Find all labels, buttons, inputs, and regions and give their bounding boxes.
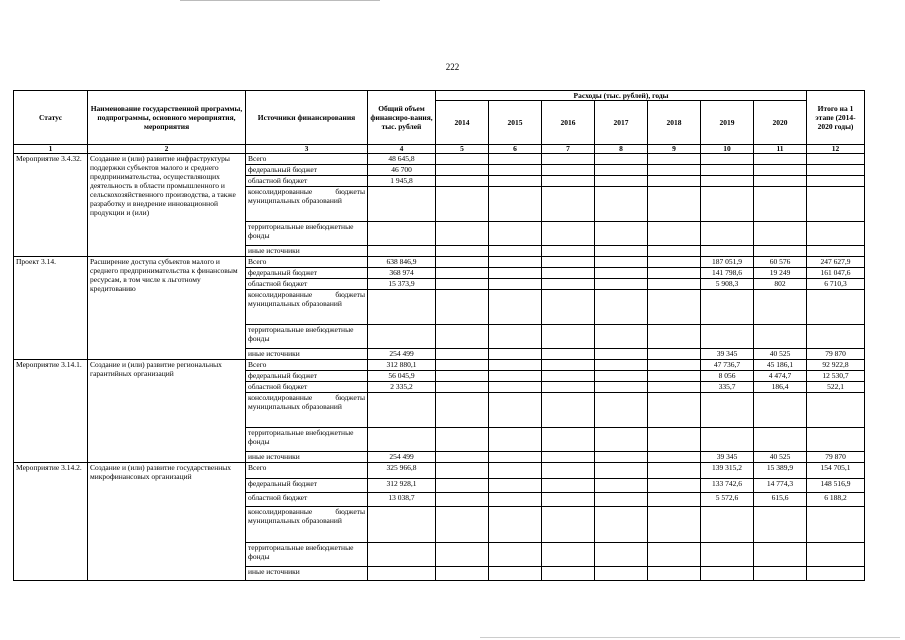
column-number-row: [14, 145, 865, 154]
year-cell: [436, 349, 489, 360]
year-2020-cell: 60 576: [754, 257, 807, 268]
year-cell: [436, 360, 489, 371]
year-cell: [489, 325, 542, 349]
year-2019-cell: [701, 567, 754, 581]
year-cell: [595, 176, 648, 187]
source-cell: областной бюджет: [246, 279, 368, 290]
scan-edge-line: [480, 637, 900, 638]
itog-cell: [807, 187, 865, 222]
header-year: 2018: [648, 101, 701, 145]
year-2020-cell: [754, 543, 807, 567]
year-2020-cell: [754, 428, 807, 452]
total-cell: 312 880,1: [368, 360, 436, 371]
year-2020-cell: [754, 154, 807, 165]
year-cell: [542, 268, 595, 279]
total-cell: 312 928,1: [368, 479, 436, 493]
header-sources: Источники финансирования: [246, 91, 368, 145]
source-cell: территориальные внебюджетные фонды: [246, 428, 368, 452]
itog-cell: 148 516,9: [807, 479, 865, 493]
year-2020-cell: 40 525: [754, 349, 807, 360]
year-2020-cell: [754, 393, 807, 428]
total-cell: [368, 246, 436, 257]
source-cell: федеральный бюджет: [246, 165, 368, 176]
year-cell: [489, 187, 542, 222]
year-2020-cell: 186,4: [754, 382, 807, 393]
itog-cell: [807, 246, 865, 257]
year-cell: [489, 154, 542, 165]
year-cell: [542, 371, 595, 382]
year-2020-cell: [754, 567, 807, 581]
source-cell: консолидированные бюджеты муниципальных образований: [246, 507, 368, 543]
total-cell: [368, 428, 436, 452]
year-cell: [436, 246, 489, 257]
column-number: 11: [754, 145, 807, 154]
year-cell: [595, 268, 648, 279]
year-cell: [489, 463, 542, 479]
year-2019-cell: [701, 290, 754, 325]
itog-cell: 522,1: [807, 382, 865, 393]
year-cell: [595, 567, 648, 581]
status-cell: Мероприятие 3.14.1.: [14, 360, 88, 463]
year-cell: [648, 246, 701, 257]
itog-cell: [807, 325, 865, 349]
total-cell: [368, 187, 436, 222]
year-cell: [648, 279, 701, 290]
year-cell: [648, 493, 701, 507]
year-2019-cell: 5 908,3: [701, 279, 754, 290]
year-2019-cell: 39 345: [701, 349, 754, 360]
year-cell: [489, 543, 542, 567]
year-cell: [542, 428, 595, 452]
source-cell: иные источники: [246, 349, 368, 360]
status-cell: Мероприятие 3.14.2.: [14, 463, 88, 581]
source-cell: иные источники: [246, 567, 368, 581]
year-cell: [542, 543, 595, 567]
header-total-volume: Общий объем финансиро-вания, тыс. рублей: [368, 91, 436, 145]
year-cell: [436, 493, 489, 507]
status-cell: Проект 3.14.: [14, 257, 88, 360]
year-2020-cell: 802: [754, 279, 807, 290]
year-cell: [648, 349, 701, 360]
year-cell: [436, 507, 489, 543]
year-cell: [436, 279, 489, 290]
year-cell: [595, 290, 648, 325]
header-year: 2015: [489, 101, 542, 145]
year-2020-cell: [754, 187, 807, 222]
year-cell: [489, 479, 542, 493]
year-2019-cell: [701, 428, 754, 452]
year-2019-cell: [701, 165, 754, 176]
column-number: 12: [807, 145, 865, 154]
year-cell: [489, 393, 542, 428]
year-cell: [489, 349, 542, 360]
total-cell: 638 846,9: [368, 257, 436, 268]
table-row: [14, 154, 865, 165]
itog-cell: 79 870: [807, 452, 865, 463]
year-cell: [542, 360, 595, 371]
year-cell: [542, 279, 595, 290]
year-2019-cell: 8 056: [701, 371, 754, 382]
year-cell: [595, 222, 648, 246]
year-cell: [542, 246, 595, 257]
header-year: 2016: [542, 101, 595, 145]
year-cell: [436, 154, 489, 165]
year-cell: [436, 176, 489, 187]
name-cell: Расширение доступа субъектов малого и среднего предпринимательства к финансовым ресурсам, в том числе к льготному кредитованию: [88, 257, 246, 360]
year-cell: [489, 290, 542, 325]
year-cell: [648, 325, 701, 349]
year-cell: [542, 452, 595, 463]
source-cell: территориальные внебюджетные фонды: [246, 222, 368, 246]
year-cell: [542, 493, 595, 507]
table-row: [14, 257, 865, 268]
itog-cell: 154 705,1: [807, 463, 865, 479]
column-number: 2: [88, 145, 246, 154]
year-2020-cell: 40 525: [754, 452, 807, 463]
page-number: 222: [445, 62, 460, 72]
status-cell: Мероприятие 3.4.32.: [14, 154, 88, 257]
scan-edge-line: [180, 0, 380, 1]
header-year: 2017: [595, 101, 648, 145]
budget-table: [13, 90, 865, 581]
year-cell: [542, 567, 595, 581]
column-number: 1: [14, 145, 88, 154]
year-2019-cell: 47 736,7: [701, 360, 754, 371]
year-cell: [489, 176, 542, 187]
header-expenses: Расходы (тыс. рублей), годы: [436, 91, 807, 101]
year-2019-cell: [701, 246, 754, 257]
year-2020-cell: 19 249: [754, 268, 807, 279]
year-cell: [436, 543, 489, 567]
year-cell: [648, 222, 701, 246]
year-cell: [489, 268, 542, 279]
itog-cell: [807, 428, 865, 452]
header-status: Статус: [14, 91, 88, 145]
year-2019-cell: 133 742,6: [701, 479, 754, 493]
total-cell: 46 700: [368, 165, 436, 176]
itog-cell: 247 627,9: [807, 257, 865, 268]
itog-cell: [807, 222, 865, 246]
itog-cell: 6 710,3: [807, 279, 865, 290]
itog-cell: 79 870: [807, 349, 865, 360]
year-2020-cell: [754, 246, 807, 257]
year-cell: [648, 290, 701, 325]
year-cell: [648, 165, 701, 176]
year-2019-cell: 5 572,6: [701, 493, 754, 507]
header-year: 2019: [701, 101, 754, 145]
year-cell: [595, 165, 648, 176]
year-cell: [436, 393, 489, 428]
source-cell: областной бюджет: [246, 176, 368, 187]
itog-cell: [807, 176, 865, 187]
year-cell: [542, 325, 595, 349]
year-2020-cell: [754, 507, 807, 543]
year-cell: [489, 567, 542, 581]
itog-cell: [807, 165, 865, 176]
source-cell: областной бюджет: [246, 382, 368, 393]
year-2020-cell: 4 474,7: [754, 371, 807, 382]
year-2019-cell: [701, 325, 754, 349]
year-cell: [648, 257, 701, 268]
total-cell: 325 966,8: [368, 463, 436, 479]
year-cell: [542, 349, 595, 360]
year-cell: [542, 507, 595, 543]
year-cell: [648, 452, 701, 463]
header-itog: Итого на 1 этапе (2014-2020 годы): [807, 91, 865, 145]
year-cell: [595, 187, 648, 222]
year-cell: [489, 246, 542, 257]
total-cell: 368 974: [368, 268, 436, 279]
column-number: 8: [595, 145, 648, 154]
source-cell: федеральный бюджет: [246, 268, 368, 279]
header-year: 2020: [754, 101, 807, 145]
year-cell: [542, 479, 595, 493]
year-2019-cell: [701, 543, 754, 567]
table-row: [14, 360, 865, 371]
total-cell: [368, 543, 436, 567]
year-cell: [436, 187, 489, 222]
table-row: [14, 463, 865, 479]
year-2019-cell: [701, 507, 754, 543]
year-2020-cell: [754, 165, 807, 176]
year-cell: [595, 154, 648, 165]
total-cell: 2 335,2: [368, 382, 436, 393]
source-cell: консолидированные бюджеты муниципальных образований: [246, 290, 368, 325]
year-cell: [489, 428, 542, 452]
year-cell: [436, 268, 489, 279]
source-cell: областной бюджет: [246, 493, 368, 507]
year-cell: [595, 493, 648, 507]
total-cell: 1 945,8: [368, 176, 436, 187]
column-number: 3: [246, 145, 368, 154]
year-2019-cell: [701, 393, 754, 428]
year-2020-cell: [754, 222, 807, 246]
year-cell: [648, 543, 701, 567]
year-2019-cell: [701, 176, 754, 187]
year-cell: [436, 371, 489, 382]
year-cell: [648, 176, 701, 187]
source-cell: территориальные внебюджетные фонды: [246, 543, 368, 567]
year-cell: [436, 290, 489, 325]
year-cell: [436, 567, 489, 581]
total-cell: 254 499: [368, 349, 436, 360]
year-cell: [436, 428, 489, 452]
year-cell: [595, 382, 648, 393]
year-cell: [542, 382, 595, 393]
year-cell: [489, 360, 542, 371]
year-cell: [595, 371, 648, 382]
total-cell: [368, 507, 436, 543]
year-cell: [648, 360, 701, 371]
itog-cell: 12 530,7: [807, 371, 865, 382]
total-cell: [368, 290, 436, 325]
year-cell: [648, 393, 701, 428]
year-cell: [648, 154, 701, 165]
year-cell: [489, 222, 542, 246]
total-cell: 13 038,7: [368, 493, 436, 507]
total-cell: [368, 393, 436, 428]
year-cell: [489, 165, 542, 176]
total-cell: [368, 222, 436, 246]
year-cell: [648, 463, 701, 479]
year-cell: [648, 187, 701, 222]
year-cell: [595, 543, 648, 567]
year-cell: [595, 279, 648, 290]
column-number: 4: [368, 145, 436, 154]
itog-cell: [807, 543, 865, 567]
header-name: Наименование государственной программы, подпрограммы, основного мероприятия, мероприятия: [88, 91, 246, 145]
source-cell: Всего: [246, 257, 368, 268]
name-cell: Создание и (или) развитие региональных гарантийных организаций: [88, 360, 246, 463]
year-cell: [595, 246, 648, 257]
year-cell: [542, 257, 595, 268]
year-cell: [648, 567, 701, 581]
itog-cell: [807, 567, 865, 581]
year-cell: [436, 382, 489, 393]
itog-cell: [807, 154, 865, 165]
year-cell: [595, 325, 648, 349]
year-cell: [489, 507, 542, 543]
year-2020-cell: 615,6: [754, 493, 807, 507]
source-cell: территориальные внебюджетные фонды: [246, 325, 368, 349]
year-2019-cell: 139 315,2: [701, 463, 754, 479]
year-cell: [489, 452, 542, 463]
year-cell: [489, 493, 542, 507]
year-cell: [436, 452, 489, 463]
year-cell: [542, 165, 595, 176]
year-2020-cell: [754, 325, 807, 349]
year-cell: [436, 325, 489, 349]
total-cell: 15 373,9: [368, 279, 436, 290]
total-cell: 48 645,8: [368, 154, 436, 165]
year-cell: [648, 507, 701, 543]
column-number: 5: [436, 145, 489, 154]
name-cell: Создание и (или) развитие инфраструктуры поддержки субъектов малого и среднего предпринимательства, осуществляющих деятельность в области промышленного и сельскохозяйственного производства, а также разработку и внедрение инновационной продукции и (или): [88, 154, 246, 257]
total-cell: [368, 567, 436, 581]
year-cell: [489, 371, 542, 382]
year-cell: [595, 452, 648, 463]
year-2019-cell: 187 051,9: [701, 257, 754, 268]
source-cell: консолидированные бюджеты муниципальных образований: [246, 187, 368, 222]
year-2020-cell: [754, 176, 807, 187]
year-2019-cell: 39 345: [701, 452, 754, 463]
year-2020-cell: [754, 290, 807, 325]
column-number: 6: [489, 145, 542, 154]
year-2019-cell: [701, 222, 754, 246]
year-cell: [542, 222, 595, 246]
total-cell: 254 499: [368, 452, 436, 463]
column-number: 10: [701, 145, 754, 154]
year-cell: [436, 257, 489, 268]
source-cell: иные источники: [246, 452, 368, 463]
header-year: 2014: [436, 101, 489, 145]
year-2020-cell: 14 774,3: [754, 479, 807, 493]
source-cell: иные источники: [246, 246, 368, 257]
itog-cell: 6 188,2: [807, 493, 865, 507]
year-cell: [436, 165, 489, 176]
source-cell: Всего: [246, 154, 368, 165]
year-cell: [542, 393, 595, 428]
year-cell: [542, 290, 595, 325]
column-number: 7: [542, 145, 595, 154]
source-cell: консолидированные бюджеты муниципальных образований: [246, 393, 368, 428]
name-cell: Создание и (или) развитие государственных микрофинансовых организаций: [88, 463, 246, 581]
total-cell: 56 045,9: [368, 371, 436, 382]
year-cell: [542, 176, 595, 187]
year-cell: [436, 222, 489, 246]
year-cell: [648, 428, 701, 452]
year-cell: [595, 360, 648, 371]
year-2020-cell: 15 389,9: [754, 463, 807, 479]
year-cell: [489, 257, 542, 268]
year-cell: [595, 463, 648, 479]
year-cell: [542, 187, 595, 222]
year-cell: [595, 479, 648, 493]
source-cell: федеральный бюджет: [246, 479, 368, 493]
year-2020-cell: 45 186,1: [754, 360, 807, 371]
year-cell: [542, 463, 595, 479]
year-cell: [595, 257, 648, 268]
year-cell: [595, 349, 648, 360]
source-cell: федеральный бюджет: [246, 371, 368, 382]
year-cell: [489, 382, 542, 393]
itog-cell: [807, 290, 865, 325]
itog-cell: [807, 507, 865, 543]
source-cell: Всего: [246, 360, 368, 371]
year-2019-cell: [701, 187, 754, 222]
year-cell: [489, 279, 542, 290]
source-cell: Всего: [246, 463, 368, 479]
year-cell: [648, 382, 701, 393]
year-cell: [648, 268, 701, 279]
total-cell: [368, 325, 436, 349]
itog-cell: 161 047,6: [807, 268, 865, 279]
year-2019-cell: 335,7: [701, 382, 754, 393]
year-cell: [542, 154, 595, 165]
year-cell: [436, 479, 489, 493]
year-cell: [595, 507, 648, 543]
year-2019-cell: [701, 154, 754, 165]
year-cell: [648, 479, 701, 493]
column-number: 9: [648, 145, 701, 154]
year-cell: [436, 463, 489, 479]
itog-cell: [807, 393, 865, 428]
year-cell: [595, 393, 648, 428]
year-cell: [648, 371, 701, 382]
itog-cell: 92 922,8: [807, 360, 865, 371]
year-cell: [595, 428, 648, 452]
year-2019-cell: 141 798,6: [701, 268, 754, 279]
